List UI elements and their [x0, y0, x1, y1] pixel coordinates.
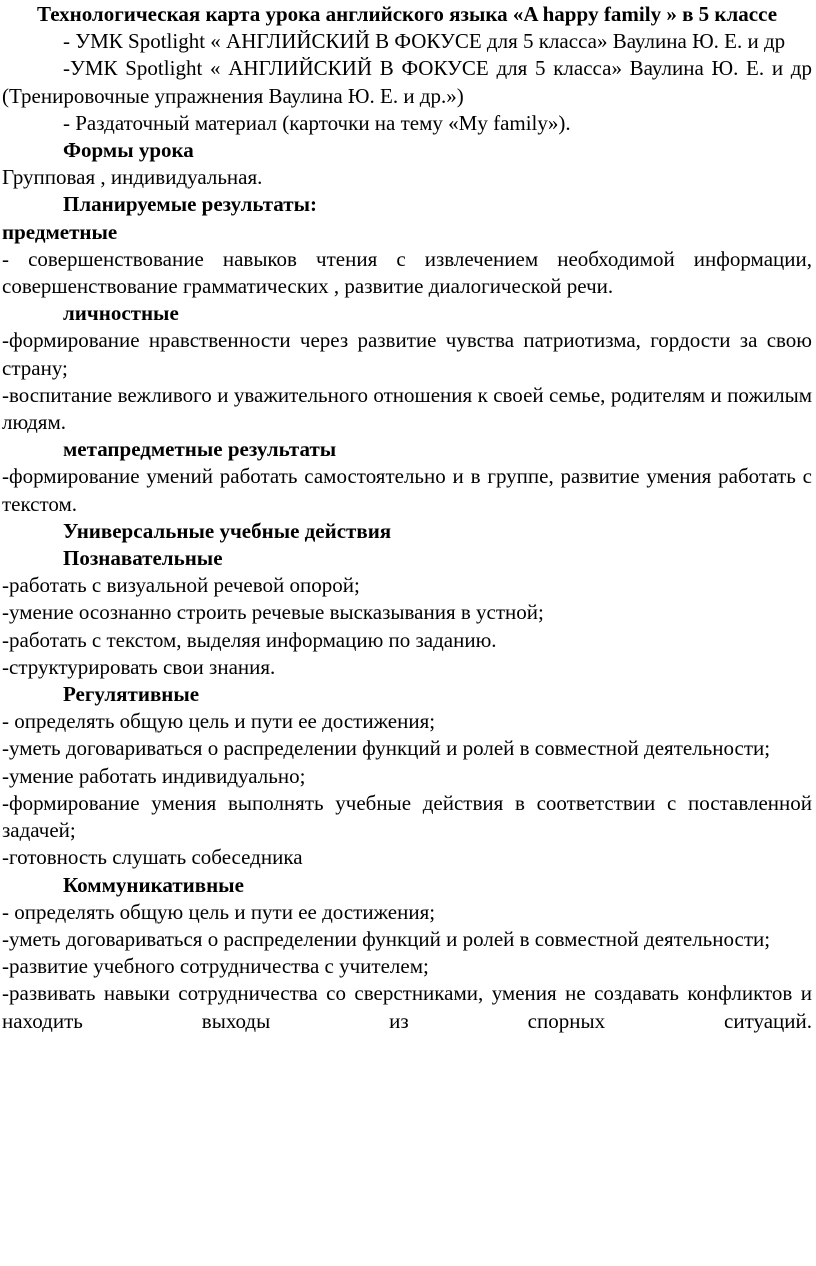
- regulatory-item: -умение работать индивидуально;: [2, 763, 306, 788]
- cognitive-item: -работать с текстом, выделяя информацию по заданию.: [2, 627, 497, 652]
- document-title: Технологическая карта урока английского языка «A happy family » в 5 классе: [36, 2, 778, 26]
- subject-results-item: - совершенствование навыков чтения с извлечением необходимой информации, совершенствование грамматических , развитие диалогической речи.: [2, 246, 812, 299]
- communicative-item: -развивать навыки сотрудничества со сверстниками, умения не создавать конфликтов и находить выходы из спорных ситуаций.: [2, 981, 812, 1033]
- cognitive-item: -структурировать свои знания.: [2, 654, 276, 679]
- communicative-item: - определять общую цель и пути ее достижения;: [2, 899, 436, 924]
- personal-results-heading: личностные: [63, 301, 179, 326]
- regulatory-item: -формирование умения выполнять учебные действия в соответствии с поставленной задачей;: [2, 790, 812, 843]
- forms-text: Групповая , индивидуальная.: [2, 165, 263, 190]
- regulatory-heading: Регулятивные: [63, 682, 200, 707]
- uud-heading: Универсальные учебные действия: [63, 518, 392, 543]
- regulatory-item: -готовность слушать собеседника: [2, 845, 303, 870]
- cognitive-item: -умение осознанно строить речевые высказывания в устной;: [2, 600, 544, 625]
- personal-results-item: -воспитание вежливого и уважительного отношения к своей семье, родителям и пожилым людям.: [2, 382, 812, 435]
- subject-results-heading: предметные: [2, 219, 118, 244]
- materials-item: - УМК Spotlight « АНГЛИЙСКИЙ В ФОКУСЕ для 5 класса» Ваулина Ю. Е. и др: [63, 29, 786, 54]
- results-heading: Планируемые результаты:: [63, 192, 317, 217]
- cognitive-item: -работать с визуальной речевой опорой;: [2, 573, 360, 598]
- personal-results-item: -формирование нравственности через развитие чувства патриотизма, гордости за свою страну;: [2, 328, 812, 380]
- regulatory-item: - определять общую цель и пути ее достижения;: [2, 709, 436, 734]
- communicative-item: -развитие учебного сотрудничества с учителем;: [2, 954, 429, 979]
- communicative-heading: Коммуникативные: [63, 872, 244, 897]
- forms-heading: Формы урока: [63, 138, 194, 163]
- regulatory-item: -уметь договариваться о распределении функций и ролей в совместной деятельности;: [2, 736, 771, 761]
- cognitive-heading: Познавательные: [63, 546, 223, 571]
- meta-results-heading: метапредметные результаты: [63, 437, 337, 462]
- communicative-item: -уметь договариваться о распределении функций и ролей в совместной деятельности;: [2, 926, 771, 951]
- materials-item: - Раздаточный материал (карточки на тему «My family»).: [63, 110, 571, 135]
- materials-item: -УМК Spotlight « АНГЛИЙСКИЙ В ФОКУСЕ для 5 класса» Ваулина Ю. Е. и др (Тренировочные упражнения Ваулина Ю. Е. и др.»): [2, 56, 812, 108]
- meta-results-item: -формирование умений работать самостоятельно и в группе, развитие умения работать с текстом.: [2, 464, 812, 516]
